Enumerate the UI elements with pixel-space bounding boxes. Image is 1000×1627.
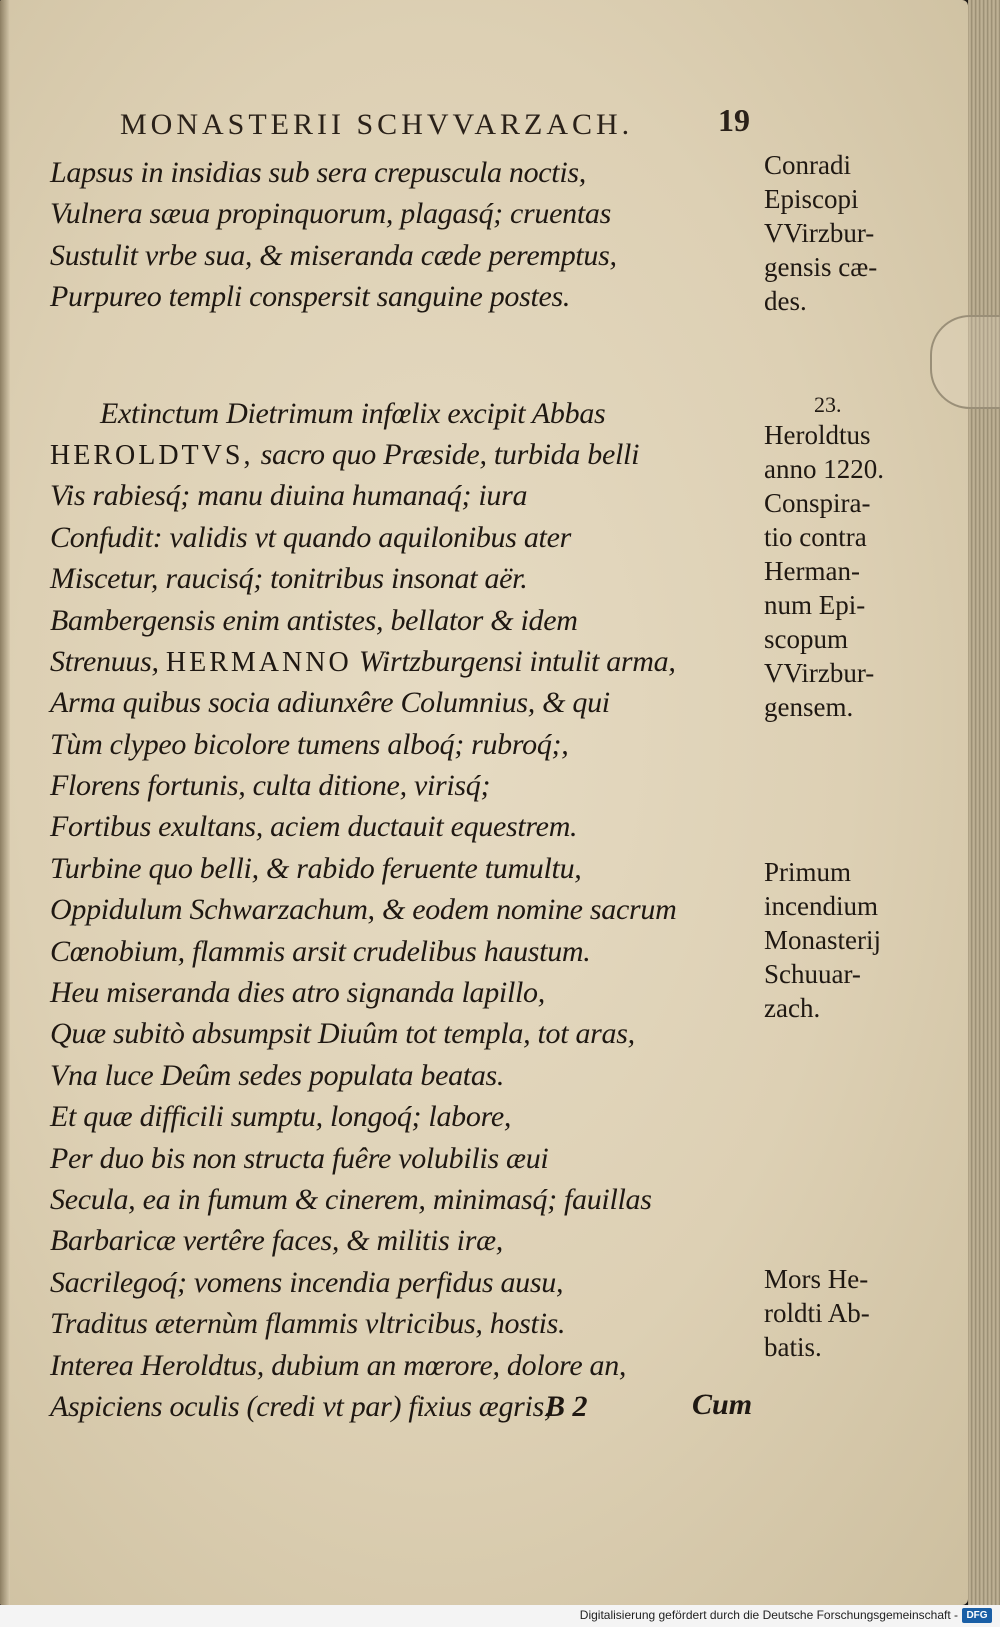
verse-line: Vis rabiesq́; manu diuina humanaq́; iura <box>50 479 528 513</box>
margin-line: Conradi <box>764 150 851 180</box>
verse-line: Miscetur, raucisq́; tonitribus insonat aër. <box>50 562 528 596</box>
name-heroldtus: HEROLDTVS, <box>50 439 254 471</box>
digitization-footer <box>0 1605 1000 1627</box>
verse-line-rest: Wirtzburgensi intulit arma, <box>351 644 676 678</box>
margin-line: VVirzbur- <box>764 218 875 248</box>
book-clasp-shadow <box>930 315 1000 409</box>
margin-line: Heroldtus <box>764 420 871 450</box>
margin-line: num Epi- <box>764 590 866 620</box>
margin-line: Primum <box>764 857 852 887</box>
verse-line: Vulnera sæua propinquorum, plagasq́; cruentas <box>50 197 611 231</box>
margin-line: anno 1220. <box>764 454 884 484</box>
verse-line: Vna luce Deûm sedes populata beatas. <box>50 1058 505 1092</box>
verse-line: Secula, ea in fumum & cinerem, minimasq́; fauillas <box>50 1182 652 1216</box>
verse-line: Per duo bis non structa fuêre volubilis æui <box>50 1141 549 1175</box>
verse-line: Cœnobium, flammis arsit crudelibus haustum. <box>50 934 591 968</box>
verse-line: Heu miseranda dies atro signanda lapillo, <box>50 976 545 1010</box>
running-head: MONASTERII SCHVVARZACH. <box>120 108 634 141</box>
page-edge-stack <box>968 0 1000 1605</box>
verse-line: Barbaricæ vertêre faces, & militis iræ, <box>50 1224 503 1258</box>
marginal-note-conradi <box>764 148 877 318</box>
page-gutter-shadow <box>0 0 10 1605</box>
margin-line: Conspira- <box>764 488 871 518</box>
verse-line: Tùm clypeo bicolore tumens alboq́; rubroq́;, <box>50 727 569 761</box>
verse-line: Turbine quo belli, & rabido feruente tumultu, <box>50 851 582 885</box>
verse-line-rest: sacro quo Præside, turbida belli <box>253 437 640 471</box>
verse-line: Extinctum Dietrimum infœlix excipit Abbas <box>100 396 606 430</box>
name-hermanno: HERMANNO <box>165 646 352 678</box>
verse-line: Interea Heroldtus, dubium an mœrore, dolore an, <box>50 1348 627 1382</box>
margin-number: 23. <box>814 392 842 417</box>
funding-credit: Digitalisierung gefördert durch die Deutsche Forschungsgemeinschaft - <box>579 1608 958 1622</box>
verse-line: Florens fortunis, culta ditione, virisq́; <box>50 769 491 803</box>
dfg-logo: DFG <box>962 1608 992 1623</box>
margin-line: Mors He- <box>764 1264 869 1294</box>
margin-line: Episcopi <box>764 184 859 214</box>
verse-line: Sacrilegoq́; vomens incendia perfidus ausu, <box>50 1265 564 1299</box>
margin-line: des. <box>764 286 807 316</box>
verse-line: Sustulit vrbe sua, & miseranda cæde peremptus, <box>50 238 617 272</box>
verse-line-start: Strenuus, <box>50 644 166 678</box>
margin-line: tio contra <box>764 522 867 552</box>
margin-line: batis. <box>764 1332 822 1362</box>
page-number: 19 <box>718 102 750 138</box>
verse-line: Lapsus in insidias sub sera crepuscula noctis, <box>50 156 586 189</box>
margin-line: Herman- <box>764 556 860 586</box>
signature-mark: B 2 <box>545 1390 588 1423</box>
verse-line: Arma quibus socia adiunxêre Columnius, & qui <box>50 686 610 720</box>
marginal-note-primum-incendium <box>764 855 881 1025</box>
margin-line: roldti Ab- <box>764 1298 870 1328</box>
margin-line: scopum <box>764 624 848 654</box>
margin-line: incendium <box>764 891 878 921</box>
verse-line: Traditus æternùm flammis vltricibus, hostis. <box>50 1307 566 1341</box>
marginal-note-heroldtus <box>764 392 884 724</box>
margin-line: Schuuar- <box>764 959 861 989</box>
verse-line: Oppidulum Schwarzachum, & eodem nomine sacrum <box>50 893 677 927</box>
catchword: Cum <box>692 1388 753 1421</box>
verse-line: Bambergensis enim antistes, bellator & idem <box>50 603 578 637</box>
margin-line: gensem. <box>764 692 854 722</box>
margin-line: gensis cæ- <box>764 252 878 282</box>
verse-line: Et quæ difficili sumptu, longoq́; labore, <box>50 1100 512 1134</box>
margin-line: zach. <box>764 993 821 1023</box>
main-text-block <box>50 152 753 1427</box>
verse-line-hermanno <box>50 641 750 682</box>
verse-line-heroldtus <box>50 434 750 475</box>
stanza-gap <box>50 318 750 393</box>
verse-line: Purpureo templi conspersit sanguine postes. <box>50 280 571 314</box>
verse-line: Fortibus exultans, aciem ductauit equestrem. <box>50 810 578 844</box>
verse-line: Quæ subitò absumpsit Diuûm tot templa, tot aras, <box>50 1017 635 1051</box>
verse-line: Aspiciens oculis (credi vt par) fixius ægris, <box>50 1389 552 1423</box>
margin-line: VVirzbur- <box>764 658 875 688</box>
verse-line: Confudit: validis vt quando aquilonibus ater <box>50 520 571 554</box>
margin-line: Monasterij <box>764 925 881 955</box>
marginal-note-mors-heroldti <box>764 1262 870 1364</box>
